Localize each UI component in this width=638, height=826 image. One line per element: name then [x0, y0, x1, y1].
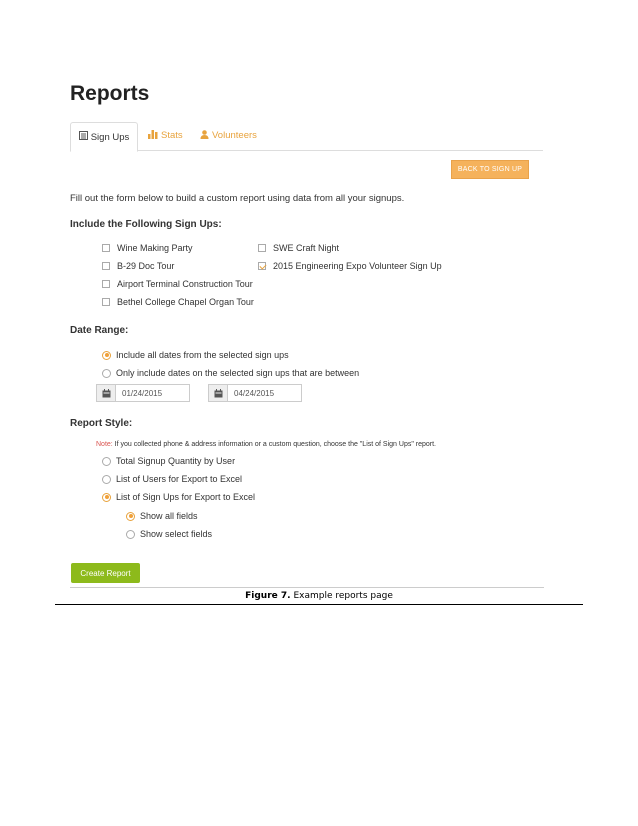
sub-option-show-all-fields[interactable] [126, 511, 198, 521]
report-style-note [96, 441, 436, 448]
bar-chart-icon [148, 130, 158, 142]
caption-text: Example reports page [290, 591, 393, 601]
report-style-option-list-signups[interactable] [102, 492, 255, 502]
end-date-value: 04/24/2015 [234, 388, 275, 398]
report-style-heading: Report Style: [70, 418, 133, 429]
report-style-option-total-quantity[interactable] [102, 456, 235, 466]
tab-sign-ups-label: Sign Ups [90, 131, 130, 143]
calendar-icon[interactable] [97, 385, 116, 401]
date-range-heading: Date Range: [70, 325, 129, 336]
back-to-sign-up-button[interactable]: BACK TO SIGN UP [451, 160, 529, 179]
tab-volunteers[interactable] [200, 122, 257, 149]
note-label: Note: [96, 441, 113, 448]
signup-label: 2015 Engineering Expo Volunteer Sign Up [273, 261, 442, 271]
radio-selected[interactable] [126, 512, 135, 521]
tab-stats[interactable] [148, 122, 183, 149]
create-report-button[interactable]: Create Report [71, 563, 140, 583]
tab-stats-label: Stats [161, 130, 183, 141]
checkbox[interactable] [102, 298, 110, 306]
tab-sign-ups[interactable] [70, 122, 138, 152]
signup-label: Airport Terminal Construction Tour [117, 279, 253, 289]
radio-label: Only include dates on the selected sign ups that are between [116, 368, 360, 378]
caption-label: Figure 7. [245, 591, 291, 601]
signup-label: SWE Craft Night [273, 243, 340, 253]
radio-label: Total Signup Quantity by User [116, 456, 236, 466]
tab-volunteers-label: Volunteers [212, 130, 257, 141]
calendar-icon[interactable] [209, 385, 228, 401]
radio[interactable] [102, 457, 111, 466]
sub-option-show-select-fields[interactable] [126, 529, 212, 539]
radio-label: List of Sign Ups for Export to Excel [116, 492, 256, 502]
signup-checkbox-bethel-chapel-tour[interactable] [102, 297, 254, 307]
signup-label: B-29 Doc Tour [117, 261, 175, 271]
figure-caption [0, 591, 638, 601]
checkbox[interactable] [102, 244, 110, 252]
radio-selected[interactable] [102, 351, 111, 360]
checkbox[interactable] [258, 244, 266, 252]
radio-label: List of Users for Export to Excel [116, 474, 243, 484]
end-date-field[interactable] [208, 384, 302, 402]
signup-label: Bethel College Chapel Organ Tour [117, 297, 254, 307]
divider [70, 587, 544, 588]
signups-heading: Include the Following Sign Ups: [70, 219, 222, 230]
start-date-value: 01/24/2015 [122, 388, 163, 398]
signup-checkbox-swe-craft-night[interactable] [258, 243, 339, 253]
signup-checkbox-wine-making-party[interactable] [102, 243, 193, 253]
intro-text: Fill out the form below to build a custom report using data from all your signups. [70, 193, 405, 204]
tab-bar [70, 122, 543, 151]
signup-checkbox-b29-doc-tour[interactable] [102, 261, 174, 271]
page-title: Reports [70, 82, 150, 105]
radio[interactable] [102, 475, 111, 484]
note-text: If you collected phone & address information or a custom question, choose the "List of Sign Ups" report. [112, 441, 436, 448]
start-date-field[interactable] [96, 384, 190, 402]
signup-label: Wine Making Party [117, 243, 193, 253]
signup-checkbox-airport-terminal-tour[interactable] [102, 279, 253, 289]
radio-selected[interactable] [102, 493, 111, 502]
date-range-option-all[interactable] [102, 350, 289, 360]
checkbox[interactable] [102, 262, 110, 270]
checkbox[interactable] [102, 280, 110, 288]
checkbox-checked[interactable] [258, 262, 266, 270]
caption-rule [55, 604, 583, 605]
date-range-option-between[interactable] [102, 368, 359, 378]
radio-label: Include all dates from the selected sign ups [116, 350, 289, 360]
list-icon [79, 131, 88, 143]
radio-label: Show all fields [140, 511, 198, 521]
radio[interactable] [102, 369, 111, 378]
radio-label: Show select fields [140, 529, 213, 539]
report-style-option-list-users[interactable] [102, 474, 242, 484]
user-icon [200, 130, 209, 142]
signup-checkbox-engineering-expo[interactable] [258, 261, 442, 271]
radio[interactable] [126, 530, 135, 539]
